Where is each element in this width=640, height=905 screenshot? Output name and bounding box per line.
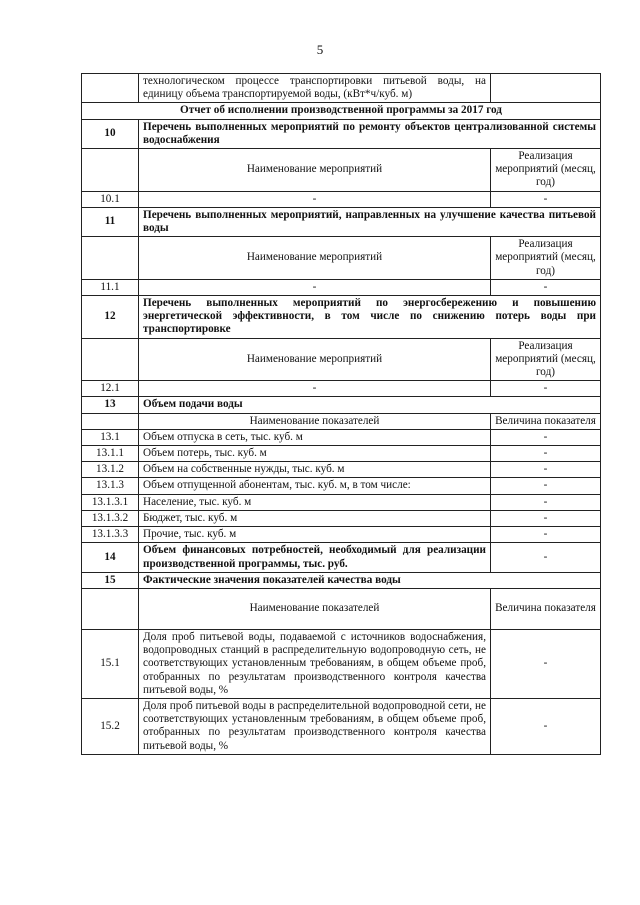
section-header-row xyxy=(82,296,601,339)
row-number: 13.1.3 xyxy=(82,478,139,494)
table-row xyxy=(82,510,601,526)
section-number: 15 xyxy=(82,572,139,588)
section-number: 11 xyxy=(82,207,139,236)
row-value: - xyxy=(491,543,601,572)
empty-cell xyxy=(82,338,139,381)
row-number: 13.1.3.2 xyxy=(82,510,139,526)
section-title: Объем финансовых потребностей, необходимый для реализации производственной программы, тыс. руб. xyxy=(139,543,491,572)
row-value: - xyxy=(491,381,601,397)
report-title-row xyxy=(82,103,601,119)
row-number: 11.1 xyxy=(82,279,139,295)
table-row xyxy=(82,494,601,510)
row-name: Доля проб питьевой воды, подаваемой с источников водоснабжения, водопроводных станций в распределительную водопроводную сеть, не соответствующих установленным требованиям, в общем объеме проб, отобранных по результатам производственного контроля качества питьевой воды, % xyxy=(139,629,491,698)
row-value: - xyxy=(491,462,601,478)
section-title: Перечень выполненных мероприятий по энергосбережению и повышению энергетической эффективности, в том числе по снижению потерь воды при транспортировке xyxy=(139,296,601,339)
fragment-text: технологическом процессе транспортировки питьевой воды, на единицу объема транспортируемой воды, (кВт*ч/куб. м) xyxy=(139,74,491,103)
column-header-row xyxy=(82,237,601,280)
column-header-row xyxy=(82,413,601,429)
fragment-value xyxy=(491,74,601,103)
column-header-row xyxy=(82,588,601,629)
page-number: 5 xyxy=(316,42,324,57)
row-value: - xyxy=(491,191,601,207)
row-value: - xyxy=(491,478,601,494)
row-name: Бюджет, тыс. куб. м xyxy=(139,510,491,526)
row-name: Прочие, тыс. куб. м xyxy=(139,527,491,543)
row-value: - xyxy=(491,510,601,526)
section-title: Фактические значения показателей качества воды xyxy=(139,572,601,588)
row-name: Объем на собственные нужды, тыс. куб. м xyxy=(139,462,491,478)
section-number: 14 xyxy=(82,543,139,572)
empty-cell xyxy=(82,149,139,192)
row-number: 15.1 xyxy=(82,629,139,698)
table-row xyxy=(82,429,601,445)
section-number: 12 xyxy=(82,296,139,339)
row-number: 13.1.3.3 xyxy=(82,527,139,543)
table-row xyxy=(82,478,601,494)
table-row xyxy=(82,446,601,462)
row-number: 13.1.2 xyxy=(82,462,139,478)
column-header-name: Наименование показателей xyxy=(139,588,491,629)
section-header-row xyxy=(82,543,601,572)
section-header-row xyxy=(82,207,601,236)
row-name: Объем отпущенной абонентам, тыс. куб. м, в том числе: xyxy=(139,478,491,494)
table-row xyxy=(82,527,601,543)
row-value: - xyxy=(491,494,601,510)
section-header-row xyxy=(82,119,601,148)
table-row xyxy=(82,74,601,103)
table-row xyxy=(82,629,601,698)
table-row xyxy=(82,191,601,207)
column-header-value: Реализация мероприятий (месяц, год) xyxy=(491,149,601,192)
section-title: Объем подачи воды xyxy=(139,397,601,413)
row-name: Объем отпуска в сеть, тыс. куб. м xyxy=(139,429,491,445)
column-header-name: Наименование мероприятий xyxy=(139,149,491,192)
table-row xyxy=(82,462,601,478)
row-number: 13.1 xyxy=(82,429,139,445)
row-name: - xyxy=(139,381,491,397)
section-title: Перечень выполненных мероприятий, направленных на улучшение качества питьевой воды xyxy=(139,207,601,236)
column-header-value: Величина показателя xyxy=(491,413,601,429)
report-table xyxy=(81,73,601,755)
report-title: Отчет об исполнении производственной программы за 2017 год xyxy=(82,103,601,119)
row-value: - xyxy=(491,279,601,295)
empty-cell xyxy=(82,413,139,429)
row-value: - xyxy=(491,629,601,698)
row-value: - xyxy=(491,429,601,445)
column-header-value: Реализация мероприятий (месяц, год) xyxy=(491,338,601,381)
table-row xyxy=(82,698,601,754)
row-name: Объем потерь, тыс. куб. м xyxy=(139,446,491,462)
row-number: 13.1.3.1 xyxy=(82,494,139,510)
empty-cell xyxy=(82,588,139,629)
empty-cell xyxy=(82,74,139,103)
column-header-row xyxy=(82,338,601,381)
column-header-value: Величина показателя xyxy=(491,588,601,629)
row-name: - xyxy=(139,191,491,207)
table-row xyxy=(82,381,601,397)
row-name: Население, тыс. куб. м xyxy=(139,494,491,510)
table-row xyxy=(82,279,601,295)
section-header-row xyxy=(82,397,601,413)
column-header-name: Наименование показателей xyxy=(139,413,491,429)
column-header-value: Реализация мероприятий (месяц, год) xyxy=(491,237,601,280)
section-number: 13 xyxy=(82,397,139,413)
row-name: Доля проб питьевой воды в распределительной водопроводной сети, не соответствующих установленным требованиям, в общем объеме проб, отобранных по результатам производственного контроля качества питьевой воды, % xyxy=(139,698,491,754)
row-number: 13.1.1 xyxy=(82,446,139,462)
row-value: - xyxy=(491,527,601,543)
row-name: - xyxy=(139,279,491,295)
section-number: 10 xyxy=(82,119,139,148)
row-number: 10.1 xyxy=(82,191,139,207)
empty-cell xyxy=(82,237,139,280)
row-value: - xyxy=(491,446,601,462)
section-title: Перечень выполненных мероприятий по ремонту объектов централизованной системы водоснабжения xyxy=(139,119,601,148)
column-header-row xyxy=(82,149,601,192)
row-number: 12.1 xyxy=(82,381,139,397)
row-value: - xyxy=(491,698,601,754)
column-header-name: Наименование мероприятий xyxy=(139,338,491,381)
row-number: 15.2 xyxy=(82,698,139,754)
section-header-row xyxy=(82,572,601,588)
column-header-name: Наименование мероприятий xyxy=(139,237,491,280)
